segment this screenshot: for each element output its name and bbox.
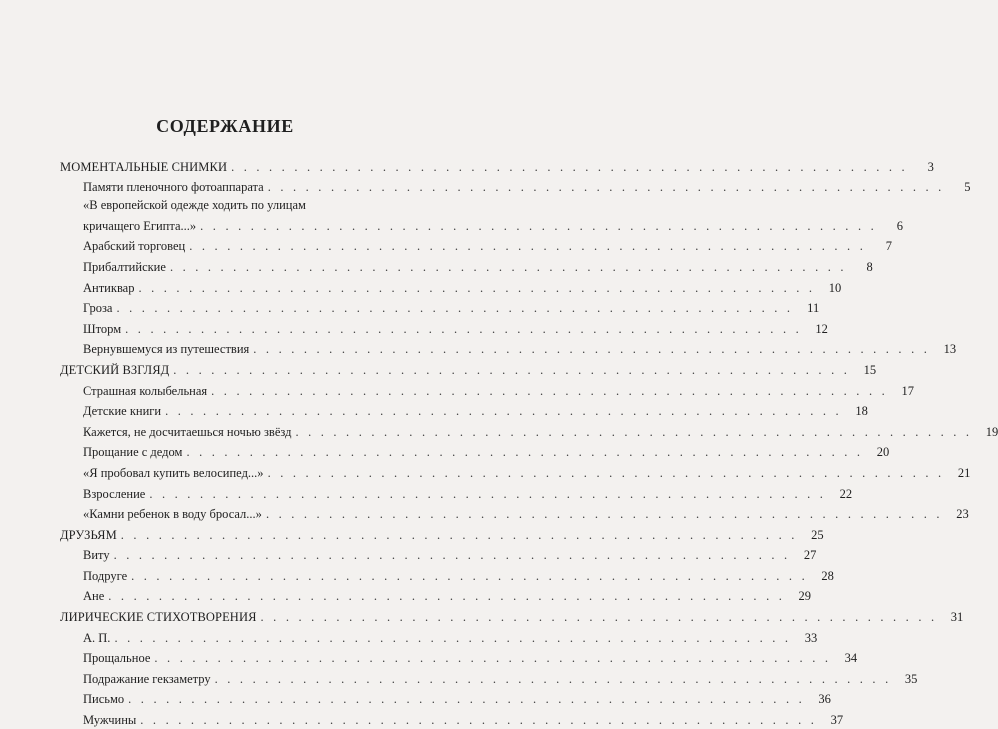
toc-page-number: 21 bbox=[957, 465, 971, 480]
toc-section bbox=[60, 358, 877, 379]
toc-leader-dots: . . . . . . . . . . . . . . . . . . . . . . . . . . . . . . . . . . . . . . . . . . . . . . . . . . . . . . bbox=[267, 465, 945, 480]
toc-item bbox=[60, 688, 831, 709]
toc-item bbox=[60, 708, 844, 729]
toc-leader-dots: . . . . . . . . . . . . . . . . . . . . . . . . . . . . . . . . . . . . . . . . . . . . . . . . . . . . . . bbox=[128, 692, 805, 707]
toc-leader-dots: . . . . . . . . . . . . . . . . . . . . . . . . . . . . . . . . . . . . . . . . . . . . . . . . . . . . . . bbox=[189, 239, 867, 254]
toc-item-title: Прощальное bbox=[83, 651, 151, 666]
toc-item bbox=[60, 338, 957, 359]
toc-item bbox=[60, 626, 818, 647]
toc-leader-dots: . . . . . . . . . . . . . . . . . . . . . . . . . . . . . . . . . . . . . . . . . . . . . . . . . . . . . . bbox=[211, 383, 888, 398]
toc-section bbox=[60, 523, 824, 544]
toc-page-number: 13 bbox=[943, 342, 957, 357]
toc-item bbox=[60, 461, 971, 482]
toc-item-title: Подражание гекзаметру bbox=[83, 671, 211, 686]
toc-page-number: 33 bbox=[804, 630, 818, 645]
toc-page-number: 5 bbox=[964, 180, 971, 195]
toc-item bbox=[60, 379, 914, 400]
toc-item-title: Шторм bbox=[83, 321, 122, 336]
toc-item bbox=[60, 667, 918, 688]
toc-page-number: 7 bbox=[885, 239, 893, 254]
toc-item bbox=[60, 276, 842, 297]
page-title: СОДЕРЖАНИЕ bbox=[156, 116, 294, 136]
toc-item-title: кричащего Египта...» bbox=[83, 218, 197, 233]
toc-leader-dots: . . . . . . . . . . . . . . . . . . . . . . . . . . . . . . . . . . . . . . . . . . . . . . . . . . . . . . bbox=[295, 424, 973, 439]
toc-leader-dots: . . . . . . . . . . . . . . . . . . . . . . . . . . . . . . . . . . . . . . . . . . . . . . . . . . . . . . bbox=[149, 486, 827, 501]
toc-page-number: 19 bbox=[985, 424, 998, 439]
toc-item bbox=[60, 441, 890, 462]
toc-item-title: Антиквар bbox=[83, 280, 135, 295]
toc-leader-dots: . . . . . . . . . . . . . . . . . . . . . . . . . . . . . . . . . . . . . . . . . . . . . . . . . . . . . . bbox=[186, 445, 864, 460]
toc-item-title: Гроза bbox=[83, 301, 113, 316]
toc-leader-dots: . . . . . . . . . . . . . . . . . . . . . . . . . . . . . . . . . . . . . . . . . . . . . . . . . . . . . . bbox=[169, 259, 847, 274]
toc-item bbox=[60, 214, 903, 235]
toc-page-number: 10 bbox=[828, 280, 842, 295]
toc-item-first-line bbox=[60, 196, 428, 214]
toc-leader-dots: . . . . . . . . . . . . . . . . . . . . . . . . . . . . . . . . . . . . . . . . . . . . . . . . . . . . . . bbox=[138, 280, 816, 295]
toc-leader-dots: . . . . . . . . . . . . . . . . . . . . . . . . . . . . . . . . . . . . . . . . . . . . . . . . . . . . . . bbox=[131, 568, 808, 583]
toc-item bbox=[60, 544, 817, 565]
toc-item bbox=[60, 420, 998, 441]
toc-page-number: 25 bbox=[811, 527, 824, 542]
toc-section-title: ДЕТСКИЙ ВЗГЛЯД bbox=[60, 362, 170, 377]
toc-page-number: 15 bbox=[863, 362, 877, 377]
toc-page-number: 27 bbox=[803, 548, 817, 563]
toc-item bbox=[60, 317, 828, 338]
toc-section-title: ДРУЗЬЯМ bbox=[60, 527, 117, 542]
toc-item-title-line1: «В европейской одежде ходить по улицам bbox=[83, 198, 306, 213]
toc-page-number: 36 bbox=[818, 692, 831, 707]
toc-leader-dots: . . . . . . . . . . . . . . . . . . . . . . . . . . . . . . . . . . . . . . . . . . . . . . . . . . . . . . bbox=[113, 548, 791, 563]
toc-item bbox=[60, 564, 834, 585]
toc-leader-dots: . . . . . . . . . . . . . . . . . . . . . . . . . . . . . . . . . . . . . . . . . . . . . . . . . . . . . . bbox=[231, 159, 908, 174]
toc-page-number: 6 bbox=[896, 218, 903, 233]
toc-item bbox=[60, 176, 971, 197]
toc-leader-dots: . . . . . . . . . . . . . . . . . . . . . . . . . . . . . . . . . . . . . . . . . . . . . . . . . . . . . . bbox=[260, 610, 938, 625]
toc-section-title: МОМЕНТАЛЬНЫЕ СНИМКИ bbox=[60, 159, 228, 174]
toc-item-title: Кажется, не досчитаешься ночью звёзд bbox=[83, 424, 292, 439]
toc-item-title: Виту bbox=[83, 548, 110, 563]
toc-leader-dots: . . . . . . . . . . . . . . . . . . . . . . . . . . . . . . . . . . . . . . . . . . . . . . . . . . . . . . bbox=[114, 630, 792, 645]
toc-leader-dots: . . . . . . . . . . . . . . . . . . . . . . . . . . . . . . . . . . . . . . . . . . . . . . . . . . . . . . bbox=[125, 321, 802, 336]
toc-leader-dots: . . . . . . . . . . . . . . . . . . . . . . . . . . . . . . . . . . . . . . . . . . . . . . . . . . . . . . bbox=[173, 362, 851, 377]
toc-item-title: Взросление bbox=[83, 486, 146, 501]
toc-item bbox=[60, 400, 868, 421]
toc-section-title: ЛИРИЧЕСКИЕ СТИХОТВОРЕНИЯ bbox=[60, 610, 257, 625]
toc-leader-dots: . . . . . . . . . . . . . . . . . . . . . . . . . . . . . . . . . . . . . . . . . . . . . . . . . . . . . . bbox=[253, 342, 931, 357]
table-of-contents bbox=[60, 155, 998, 729]
toc-item bbox=[60, 585, 812, 606]
toc-item-title: Подруге bbox=[83, 568, 128, 583]
toc-leader-dots: . . . . . . . . . . . . . . . . . . . . . . . . . . . . . . . . . . . . . . . . . . . . . . . . . . . . . . bbox=[214, 671, 892, 686]
toc-item-title: Страшная колыбельная bbox=[83, 383, 208, 398]
toc-item bbox=[60, 503, 969, 524]
toc-page-number: 31 bbox=[950, 610, 964, 625]
toc-item-title: Памяти пленочного фотоаппарата bbox=[83, 180, 264, 195]
toc-page-number: 34 bbox=[844, 651, 858, 666]
toc-page-number: 20 bbox=[876, 445, 890, 460]
toc-page-number: 37 bbox=[830, 713, 844, 728]
toc-item bbox=[60, 255, 873, 276]
toc-page-number: 35 bbox=[904, 671, 918, 686]
toc-item-title: Письмо bbox=[83, 692, 125, 707]
toc-leader-dots: . . . . . . . . . . . . . . . . . . . . . . . . . . . . . . . . . . . . . . . . . . . . . . . . . . . . . . bbox=[265, 507, 943, 522]
toc-page-number: 11 bbox=[807, 301, 820, 316]
toc-page-number: 23 bbox=[956, 507, 969, 522]
toc-item-title: А. П. bbox=[83, 630, 111, 645]
toc-item-title: «Камни ребенок в воду бросал...» bbox=[83, 507, 262, 522]
toc-item-title: Прибалтийские bbox=[83, 259, 166, 274]
toc-item bbox=[60, 235, 893, 256]
toc-leader-dots: . . . . . . . . . . . . . . . . . . . . . . . . . . . . . . . . . . . . . . . . . . . . . . . . . . . . . . bbox=[165, 404, 842, 419]
toc-item bbox=[60, 482, 853, 503]
toc-leader-dots: . . . . . . . . . . . . . . . . . . . . . . . . . . . . . . . . . . . . . . . . . . . . . . . . . . . . . . bbox=[267, 180, 945, 195]
toc-leader-dots: . . . . . . . . . . . . . . . . . . . . . . . . . . . . . . . . . . . . . . . . . . . . . . . . . . . . . . bbox=[154, 651, 832, 666]
toc-item-title: Арабский торговец bbox=[83, 239, 186, 254]
toc-leader-dots: . . . . . . . . . . . . . . . . . . . . . . . . . . . . . . . . . . . . . . . . . . . . . . . . . . . . . . bbox=[116, 301, 794, 316]
toc-page-number: 18 bbox=[855, 404, 868, 419]
toc-page-number: 3 bbox=[927, 159, 934, 174]
toc-leader-dots: . . . . . . . . . . . . . . . . . . . . . . . . . . . . . . . . . . . . . . . . . . . . . . . . . . . . . . bbox=[200, 218, 877, 233]
toc-page-number: 29 bbox=[798, 589, 812, 604]
toc-item bbox=[60, 647, 858, 668]
toc-item-title: Прощание с дедом bbox=[83, 445, 183, 460]
toc-leader-dots: . . . . . . . . . . . . . . . . . . . . . . . . . . . . . . . . . . . . . . . . . . . . . . . . . . . . . . bbox=[120, 527, 798, 542]
toc-section bbox=[60, 155, 934, 176]
toc-item-title: Детские книги bbox=[83, 404, 162, 419]
toc-page-number: 17 bbox=[901, 383, 914, 398]
toc-page-number: 8 bbox=[866, 259, 873, 274]
toc-page-number: 22 bbox=[839, 486, 853, 501]
toc-item bbox=[60, 297, 820, 318]
toc-section bbox=[60, 605, 964, 626]
toc-leader-dots: . . . . . . . . . . . . . . . . . . . . . . . . . . . . . . . . . . . . . . . . . . . . . . . . . . . . . . bbox=[108, 589, 786, 604]
toc-item-title: Мужчины bbox=[83, 713, 137, 728]
toc-page-number: 28 bbox=[821, 568, 834, 583]
toc-item-title: Ане bbox=[83, 589, 105, 604]
toc-item-title: Вернувшемуся из путешествия bbox=[83, 342, 250, 357]
toc-leader-dots: . . . . . . . . . . . . . . . . . . . . . . . . . . . . . . . . . . . . . . . . . . . . . . . . . . . . . . bbox=[140, 713, 818, 728]
toc-page-number: 12 bbox=[815, 321, 828, 336]
toc-item-title: «Я пробовал купить велосипед...» bbox=[83, 465, 264, 480]
